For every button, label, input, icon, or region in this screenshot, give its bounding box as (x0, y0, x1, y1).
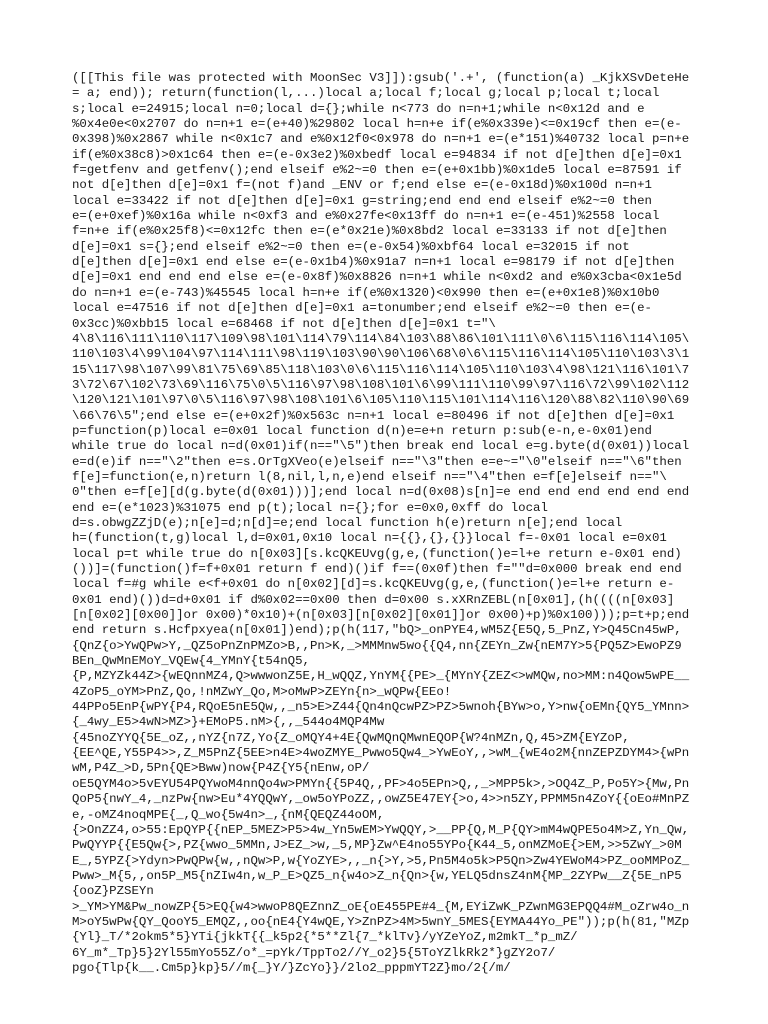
code-line: e,-oMZ4noqMPE{_,Q_wo{5w4n>_,{nM{QEQZ44oOM, (72, 807, 385, 822)
code-line: local f=#g while e<f+0x01 do n[0x02][d]=s.kcQKEUvg(g,e,(function()e=l+e return e- (72, 577, 675, 592)
code-line: {45noZYYQ{5E_oZ,,nYZ{n7Z,Yo{Z_oMQY4+4E{QwMQnQMwnEQOP{W?4nMZn,Q,45>ZM{EYZoP, (72, 730, 630, 745)
code-line: {_4wy_E5>4wN>MZ>}+EMoP5.nM>{,,_544o4MQP4Mw (72, 715, 385, 730)
code-line: wM,P4Z_>D,5Pn{QE>Bww)now{P4Z{Y5{nEnw,oP/ (72, 761, 370, 776)
code-line: \66\76\5";end else e=(e+0x2f)%0x563c n=n+1 local e=80496 if not d[e]then d[e]=0x1 (72, 408, 675, 423)
code-line: 15\117\98\107\99\81\75\69\85\118\103\0\6\115\116\114\105\110\103\4\98\121\116\101\7 (72, 362, 690, 377)
code-line: 110\103\4\99\104\97\114\111\98\119\103\90\90\106\68\0\6\115\116\114\105\110\103\3\1 (72, 347, 690, 362)
code-line: Pww>_M{5,,on5P_M5{nZIw4n,w_P_E>QZ5_n{w4o>Z_n{Qn>{w,YELQ5dnsZ4nM{MP_2ZYPw__Z{5E_nP5 (72, 868, 682, 883)
code-line: 4\8\116\111\110\117\109\98\101\114\79\114\84\103\88\86\101\111\0\6\115\116\114\105\ (72, 331, 690, 346)
code-line: {QnZ{o>YwQPw>Y,_QZ5oPnZnPMZo>B,,Pn>K,_>MMMnw5wo{{Q4,nn{ZEYn_Zw{nEM7Y>5{PQ5Z>EwoPZ9 (72, 638, 682, 653)
code-line: d[e]=0x1 end end end else e=(e-0x8f)%0x8826 n=n+1 while n<0xd2 and e%0x3cba<0x1e5d (72, 270, 682, 285)
code-line: f=n+e if(e%0x25f8)<=0x12fc then e=(e*0x21e)%0x8bd2 local e=33133 if not d[e]then (72, 224, 667, 239)
code-line: d[e]=0x1 s={};end elseif e%2~=0 then e=(e-0x54)%0xbf64 local e=32015 if not (72, 239, 630, 254)
code-line: 3\72\67\102\73\69\116\75\0\5\116\97\98\108\101\6\99\111\110\99\97\116\72\99\102\112 (72, 377, 690, 392)
code-line: while true do local n=d(0x01)if(n=="\5")then break end local e=g.byte(d(0x01))local (72, 439, 690, 454)
code-line: [n[0x02][0x00]]or 0x00)*0x10)+(n[0x03][n[0x02][0x01]]or 0x00)+p)%0x100)));p=t+p;end (72, 608, 690, 623)
code-line: f[e]=function(e,n)return l(8,nil,l,n,e)end elseif n=="\4"then e=f[e]elseif n=="\ (72, 469, 667, 484)
code-line: pgo{Tlp{k__.Cm5p}kp}5//m{_}Y/}ZcYo}}/2lo2_pppmYT2Z}mo/2{/m/ (72, 960, 511, 975)
code-line: {EE^QE,Y55P4>>,Z_M5PnZ{5EE>n4E>4woZMYE_Pwwo5Qw4_>YwEoY,,>wM_{wE4o2M{nnZEPZDYM4>{wPn (72, 746, 690, 761)
code-line: if(e%0x38c8)>0x1c64 then e=(e-0x3e2)%0xbedf local e=94834 if not d[e]then d[e]=0x1 (72, 147, 682, 162)
code-line: oE5QYM4o>5vEYU54PQYwoM4nnQo4w>PMYn{{5P4Q,,PF>4o5EPn>Q,,_>MPP5k>,>OQ4Z_P,Po5Y>{Mw,Pn (72, 776, 690, 791)
code-line: do n=n+1 e=(e-743)%45545 local h=n+e if(e%0x1320)<0x990 then e=(e+0x1e8)%0x10b0 (72, 285, 660, 300)
code-line: e=d(e)if n=="\2"then e=s.OrTgXVeo(e)elseif n=="\3"then e=e~="\0"elseif n=="\6"then (72, 454, 682, 469)
code-line: BEn_QwMnEMoY_VQEw{4_YMnY{t54nQ5, (72, 654, 310, 669)
code-line: p=function(p)local e=0x01 local function d(n)e=e+n return p:sub(e-n,e-0x01)end (72, 423, 652, 438)
code-line: PwQYYP{{E5Qw{>,PZ{wwo_5MMn,J>EZ_>w,_5,MP}Zw^E4no55YPo{K44_5,onMZMoE{>EM,>>5ZwY_>0M (72, 838, 682, 853)
code-line: {>OnZZ4,o>55:EpQYP{{nEP_5MEZ>P5>4w_Yn5wEM>YwQQY,>__PP{Q,M_P{QY>mM4wQPE5o4M>Z,Yn_Qw, (72, 822, 690, 837)
code-line: 0"then e=f[e][d(g.byte(d(0x01)))];end local n=d(0x08)s[n]=e end end end end end end (72, 485, 690, 500)
code-line: local p=t while true do n[0x03][s.kcQKEUvg(g,e,(function()e=l+e return e-0x01 end) (72, 546, 682, 561)
code-line: ())]=(function()f=f+0x01 return f end)()if f==(0x0f)then f=""d=0x000 break end end (72, 562, 682, 576)
code-line: \120\121\101\97\0\5\116\97\98\108\101\6\105\110\115\101\114\116\120\88\82\110\90\69 (72, 393, 690, 408)
code-line: >_YM>YM&Pw_nowZP{5>EQ{w4>wwoP8QEZnnZ_oE{oE455PE#4_{M,EYiZwK_PZwnMG3EPQQ4#M_oZrw4o_n (72, 899, 690, 914)
code-line: 6Y_m*_Tp}5}2Yl55mYo55Z/o*_=pYk/TppTo2//Y_o2}5{5ToYZlkRk2*}gZY2o7/ (72, 945, 556, 960)
code-line: %0x4e0e<0x2707 do n=n+1 e=(e+40)%29802 local h=n+e if(e%0x339e)<=0x19cf then e=(e- (72, 117, 682, 132)
code-line: e=(e+0xef)%0x16a while n<0xf3 and e%0x27fe<0x13ff do n=n+1 e=(e-451)%2558 local (72, 209, 660, 224)
code-line: M>oY5wPw{QY_QooY5_EMQZ,,oo{nE4{Y4wQE,Y>ZnPZ>4M>5wnY_5MES{EYMA44Yo_PE"));p(h(81,"MZp (72, 914, 690, 929)
code-line: {Yl}_T/*2okm5*5}YTi{jkkT{{_k5p2{*5**Zl{7_*klTv}/yYZeYoZ,m2mkT_*p_mZ/ (72, 930, 578, 945)
code-line: 0x01 end)())d=d+0x01 if d%0x02==0x00 then d=0x00 s.xXRnZEBL(n[0x01],(h((((n[0x03] (72, 592, 675, 607)
code-line: d=s.obwgZZjD(e);n[e]=d;n[d]=e;end local function h(e)return n[e];end local (72, 515, 623, 530)
code-line: s;local e=24915;local n=0;local d={};while n<773 do n=n+1;while n<0x12d and e (72, 101, 645, 116)
code-line: {ooZ}PZSEYn (72, 884, 154, 899)
code-line: 0x3cc)%0xbb15 local e=68468 if not d[e]then d[e]=0x1 t="\ (72, 316, 496, 331)
code-line: 0x398)%0x2867 while n<0x1c7 and e%0x12f0<0x978 do n=n+1 e=(e*151)%40732 local p=n+e (72, 132, 690, 147)
code-line: 4ZoP5_oYM>PnZ,Qo,!nMZwY_Qo,M>oMwP>ZEYn{n>_wQPw{EEo! (72, 684, 452, 699)
code-line: local e=33422 if not d[e]then d[e]=0x1 g=string;end end end elseif e%2~=0 then (72, 193, 652, 208)
code-line: d[e]then d[e]=0x1 end else e=(e-0x1b4)%0x91a7 n=n+1 local e=98179 if not d[e]then (72, 255, 675, 270)
code-line: = a; end)); return(function(l,...)local a;local f;local g;local p;local t;local (72, 86, 660, 101)
code-line: 44PPo5EnP{wPY{P4,RQoE5nE5Qw,,_n5>E>Z44{Qn4nQcwPZ>PZ>5wnoh{BYw>o,Y>nw{oEMn{QY5_YMnn> (72, 700, 690, 715)
obfuscated-lua-code (72, 71, 702, 976)
code-line: end return s.Hcfpxyea(n[0x01])end);p(h(117,"bQ>_onPYE4,wM5Z{E5Q,5_PnZ,Y>Q45Cn45wP, (72, 623, 682, 638)
code-line: {P,MZYZk44Z>{wEQnnMZ4,Q>wwwonZ5E,H_wQQZ,YnYM{{PE>_{MYnY{ZEZ<>wMQw,no>MM:n4Qow5wPE__ (72, 669, 690, 684)
code-line: QoP5{nwY_4,_nzPw{nw>Eu*4YQQwY,_ow5oYPoZZ,,owZ5E47EY{>o,4>>n5ZY,PPMM5n4ZoY{{oEo#MnPZ (72, 792, 690, 807)
code-line: E_,5YPZ{>Ydyn>PwQPw{w,,nQw>P,w{YoZYE>,,_n{>Y,>5,Pn5M4o5k>P5Qn>Zw4YEWoM4>PZ_ooMMPoZ_ (72, 853, 690, 868)
code-line: ([[This file was protected with MoonSec V3]]):gsub('.+', (function(a) _KjkXSvDeteHe (72, 71, 690, 85)
code-line: local e=47516 if not d[e]then d[e]=0x1 a=tonumber;end elseif e%2~=0 then e=(e- (72, 301, 652, 316)
code-line: end e=(e*1023)%31075 end p(t);local n={};for e=0x0,0xff do local (72, 500, 548, 515)
code-line: f=getfenv and getfenv();end elseif e%2~=0 then e=(e+0x1bb)%0x1de5 local e=87591 if (72, 163, 682, 178)
code-line: h=(function(t,g)local l,d=0x01,0x10 local n={{},{},{}}local f=-0x01 local e=0x01 (72, 531, 667, 546)
code-line: not d[e]then d[e]=0x1 f=(not f)and _ENV or f;end else e=(e-0x18d)%0x100d n=n+1 (72, 178, 652, 193)
